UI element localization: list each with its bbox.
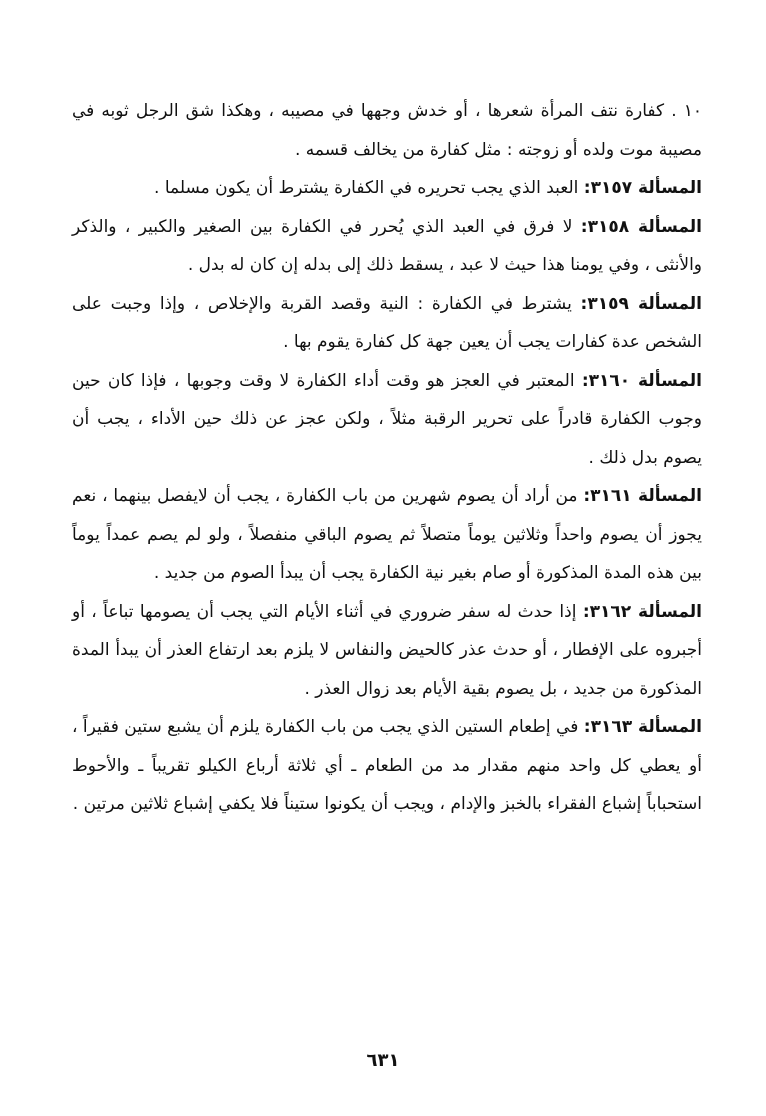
issue-3161 [72, 477, 702, 593]
issue-text: المعتبر في العجز هو وقت أداء الكفارة لا وقت وجوبها ، فإذا كان حين وجوب الكفارة قادراً على تحرير الرقبة مثلاً ، ولكن عجز عن ذلك حين الأداء ، يجب أن يصوم بدل ذلك . [72, 370, 702, 468]
page-number: ٦٣١ [366, 1050, 400, 1071]
issue-text: العبد الذي يجب تحريره في الكفارة يشترط أن يكون مسلما . [154, 178, 584, 198]
issue-label: المسألة ٣١٦٣: [583, 717, 702, 737]
intro-text: ١٠ . كفارة نتف المرأة شعرها ، أو خدش وجهها في مصيبه ، وهكذا شق الرجل ثوبه في مصيبة موت ولده أو زوجته : مثل كفارة من يخالف قسمه . [72, 101, 702, 160]
issue-3160 [72, 362, 702, 478]
issue-label: المسألة ٣١٥٨: [580, 216, 702, 237]
issue-3163 [72, 708, 702, 824]
issue-text: يشترط في الكفارة : النية وقصد القربة والإخلاص ، وإذا وجبت على الشخص عدة كفارات يجب أن يعين جهة كل كفارة يقوم بها . [72, 293, 702, 352]
issue-3159 [72, 285, 702, 362]
issue-label: المسألة ٣١٥٧: [583, 178, 702, 198]
issue-label: المسألة ٣١٦٠: [581, 370, 702, 391]
issue-3157 [72, 169, 702, 208]
intro-paragraph [72, 92, 702, 169]
issue-text: من أراد أن يصوم شهرين من باب الكفارة ، يجب أن لايفصل بينهما ، نعم يجوز أن يصوم واحداً وثلاثين يوماً متصلاً ثم يصوم الباقي منفصلاً ، ولو لم يصم عمداً يوماً بين هذه المدة المذكورة أو صام بغير نية الكفارة يجب أن يبدأ الصوم من جديد . [72, 486, 702, 583]
issue-3158 [72, 208, 702, 285]
page-body [72, 92, 702, 824]
issue-label: المسألة ٣١٦١: [583, 486, 703, 506]
issue-text: لا فرق في العبد الذي يُحرر في الكفارة بين الصغير والكبير ، والذكر والأنثى ، وفي يومنا هذا حيث لا عبد ، يسقط ذلك إلى بدله إن كان له بدل . [72, 216, 702, 275]
issue-3162 [72, 593, 702, 709]
issue-label: المسألة ٣١٦٢: [582, 601, 702, 622]
issue-text: إذا حدث له سفر ضروري في أثناء الأيام التي يجب أن يصومها تباعاً ، أو أجبروه على الإفطار ، أو حدث عذر كالحيض والنفاس لا يلزم بعد ارتفاع العذر أن يبدأ المدة المذكورة من جديد ، بل يصوم بقية الأيام بعد زوال العذر . [72, 601, 702, 699]
issue-label: المسألة ٣١٥٩: [580, 293, 703, 314]
issue-text: في إطعام الستين الذي يجب من باب الكفارة يلزم أن يشبع ستين فقيراً ، أو يعطي كل واحد منهم مقدار مد من الطعام ـ أي ثلاثة أرباع الكيلو تقريباً ـ والأحوط استحباباً إشباع الفقراء بالخبز والإدام ، ويجب أن يكونوا ستيناً فلا يكفي إشباع ثلاثين مرتين . [72, 717, 702, 814]
